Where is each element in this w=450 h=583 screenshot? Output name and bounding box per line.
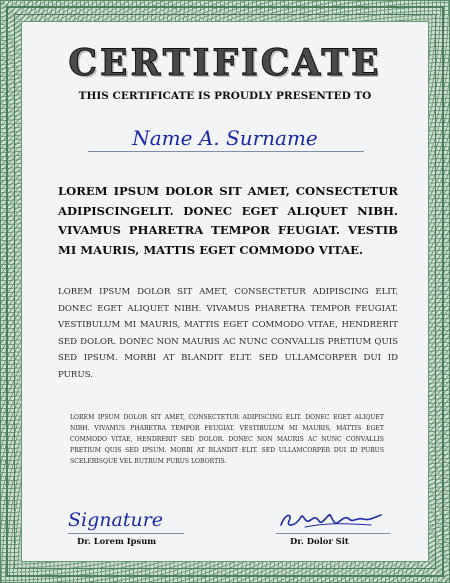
name-underline — [88, 151, 364, 152]
left-signature-script: Signature — [68, 509, 164, 531]
certificate-title: CERTIFICATE — [68, 42, 382, 84]
fine-print-paragraph: LOREM IPSUM DOLOR SIT AMET, CONSECTETUR ADIPISCING ELIT. DONEC EGET ALIQUET NIBH. VIVAMUS PHARETRA TEMPOR FEUGIAT. VESTIBULUM MI MAURIS, MATTIS EGET COMMODO VITAE, HENDRERIT SED DOLOR. DONEC NON MAURIS AC NUNC CONVALLIS PRETIUM QUIS SED IPSUM. MORBI AT BLANDIT ELIT. SED ULLAMCORPER DUI ID PURUS SCELERISQUE VEL RUTRUM PURUS LOBORTIS. — [70, 414, 384, 466]
left-signature-line — [68, 533, 184, 534]
presented-to-subtitle: THIS CERTIFICATE IS PROUDLY PRESENTED TO — [78, 90, 372, 102]
right-signature-line — [276, 533, 390, 534]
recipient-name: Name A. Surname — [132, 126, 318, 150]
certificate-body — [21, 21, 429, 562]
right-signature-scribble — [275, 509, 385, 531]
right-signatory-name: Dr. Dolor Sit — [290, 536, 349, 546]
body-paragraph: LOREM IPSUM DOLOR SIT AMET, CONSECTETUR ADIPISCING ELIT. DONEC EGET ALIQUET NIBH. VIVAMUS PHARETRA TEMPOR FEUGIAT. VESTIBULUM MI MAURIS, MATTIS EGET COMMODO VITAE, HENDRERIT SED DOLOR. DONEC NON MAURIS AC NUNC CONVALLIS PRETIUM QUIS SED IPSUM. MORBI AT BLANDIT ELIT. SED ULLAMCORPER DUI ID PURUS. — [58, 287, 398, 380]
left-signatory-name: Dr. Lorem Ipsum — [77, 536, 157, 546]
lead-paragraph: LOREM IPSUM DOLOR SIT AMET, CONSECTETUR ADIPISCINGELIT. DONEC EGET ALIQUET NIBH. VIVAMUS PHARETRA TEMPOR FEUGIAT. VESTIB MI MAURIS, MATTIS EGET COMMODO VITAE. — [58, 184, 398, 257]
